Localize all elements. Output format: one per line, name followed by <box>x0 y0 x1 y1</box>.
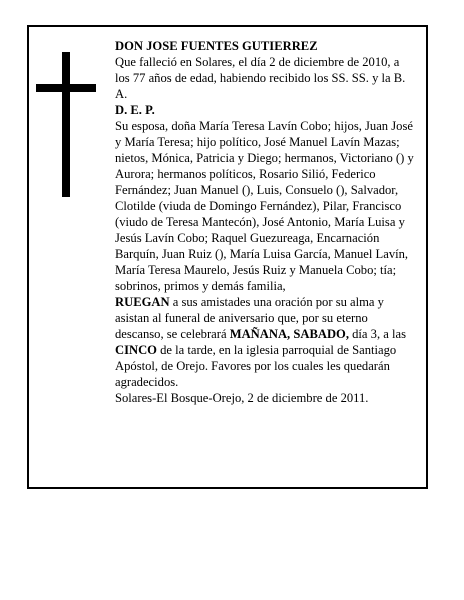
cross-horizontal-bar <box>36 84 96 92</box>
request-text-2: día 3, a las <box>348 327 406 341</box>
request-hour: CINCO <box>115 343 157 357</box>
deceased-name: DON JOSE FUENTES GUTIERREZ <box>115 39 318 53</box>
request-text-3: de la tarde, en la iglesia parroquial de Santiago Apóstol, de Orejo. Favores por los cuales les quedarán agradecidos. <box>115 343 397 389</box>
place-date: Solares-El Bosque-Orejo, 2 de diciembre de 2011. <box>115 391 369 405</box>
rip-line: D. E. P. <box>115 103 155 117</box>
request-day: MAÑANA, SABADO, <box>229 327 349 341</box>
request-paragraph <box>115 294 416 390</box>
cross-vertical-bar <box>62 52 70 197</box>
death-statement: Que falleció en Solares, el día 2 de diciembre de 2010, a los 77 años de edad, habiendo recibido los SS. SS. y la B. A. <box>115 55 406 101</box>
request-ruegan: RUEGAN <box>115 295 170 309</box>
request-text-1: a sus amistades una oración por su alma y asistan al funeral de aniversario que, por su eterno descanso, se celebrará <box>115 295 384 341</box>
obituary-text <box>115 38 416 406</box>
family-list: Su esposa, doña María Teresa Lavín Cobo; hijos, Juan José y María Teresa; hijo político, José Manuel Lavín Mazas; nietos, Mónica, Patricia y Diego; hermanos, Victoriano () y Aurora; hermanos políticos, Rosario Silió, Federico Fernández; Juan Manuel (), Luis, Consuelo (), Salvador, Clotilde (viuda de Domingo Fernández), Pilar, Francisco (viudo de Teresa Mantecón), José Antonio, María Luisa y Jesús Lavín Cobo; Raquel Guezureaga, Encarnación Barquín, Juan Ruiz (), María Luisa García, Manuel Lavín, María Teresa Maurelo, Jesús Ruiz y Manuela Cobo; tía; sobrinos, primos y demás familia, <box>115 119 414 293</box>
